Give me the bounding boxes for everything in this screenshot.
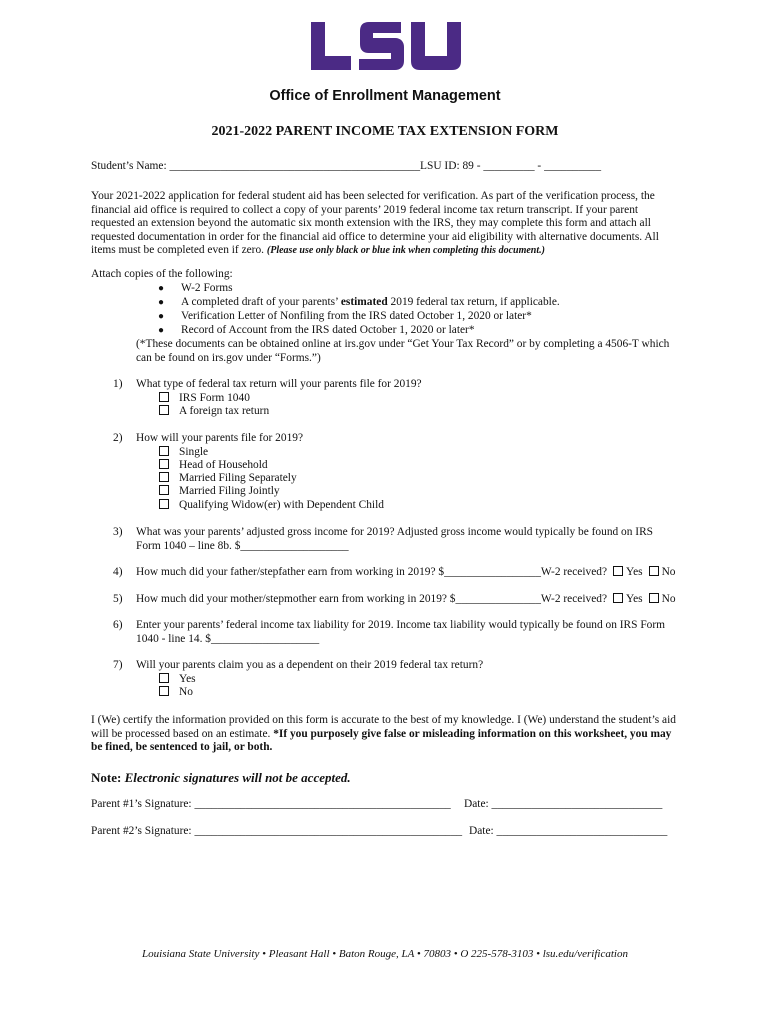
page-footer: Louisiana State University • Pleasant Hall • Baton Rouge, LA • 70803 • O 225-578-3103 • lsu.edu/verification [142,948,628,960]
penalty-warning: *If you purposely give false or misleading information on this worksheet, you may be fined, be sentenced to jail, or both. [91,727,672,754]
signature-note: Note: Electronic signatures will not be accepted. [91,770,351,785]
checkbox[interactable] [159,485,169,495]
checkbox[interactable] [159,686,169,696]
checkbox[interactable] [649,566,659,576]
q1-text: What type of federal tax return will your parents file for 2019? [136,378,422,390]
parent1-signature-field[interactable]: Parent #1’s Signature: _____________________________________________ [91,798,451,810]
checkbox[interactable] [613,566,623,576]
attach-item-w2: W-2 Forms [181,282,233,294]
q2-option-widow[interactable]: Qualifying Widow(er) with Dependent Child [159,499,384,513]
attach-item-draft: A completed draft of your parents’ estimated 2019 federal tax return, if applicable. [181,296,560,308]
q3-number: 3) [113,526,123,538]
q2-number: 2) [113,432,123,444]
q7-option-no[interactable]: No [159,686,193,700]
office-heading: Office of Enrollment Management [269,88,501,104]
certification-paragraph: I (We) certify the information provided on this form is accurate to the best of my knowledge. I (We) understand the student’s aid will be processed based on an estimate. *If you purposely give false or misleading information on this worksheet, you may be fined, be sentenced to jail, or both. [91,714,676,754]
bullet-icon: ● [158,297,165,308]
q2-option-joint[interactable]: Married Filing Jointly [159,485,280,499]
student-info-line[interactable]: Student’s Name: ____________________________________________LSU ID: 89 - _________ - __________ [91,160,602,172]
q5-number: 5) [113,593,123,605]
q1-option-foreign[interactable]: A foreign tax return [159,405,269,419]
intro-text: Your 2021-2022 application for federal student aid has been selected for verification. As part of the verification process, the financial aid office is required to collect a copy of your parents’ 2019 federal income tax return transcript. If your parent requested an extension beyond the automatic six month extension with the IRS, they may complete this form and attach all requested documentation in order for the financial aid office to determine your aid eligibility with alternative documents. All items must be completed even if zero. [91,190,659,257]
q2-option-single[interactable]: Single [159,446,208,460]
parent2-date-field[interactable]: Date: ______________________________ [469,825,668,837]
attach-footnote: (*These documents can be obtained online at irs.gov under “Get Your Tax Record” or by completing a 4506-T which can be found on irs.gov under “Forms.”) [136,338,670,364]
ink-note: (Please use only black or blue ink when completing this document.) [266,245,545,257]
q6-number: 6) [113,619,123,631]
attach-item-nonfiling: Verification Letter of Nonfiling from the IRS dated October 1, 2020 or later* [181,310,532,322]
lsu-logo [311,22,461,70]
estimated-emphasis: estimated [340,296,388,308]
checkbox[interactable] [159,499,169,509]
q7-number: 7) [113,659,123,671]
q7-text: Will your parents claim you as a dependent on their 2019 federal tax return? [136,659,484,671]
q2-text: How will your parents file for 2019? [136,432,304,444]
q6-text[interactable]: Enter your parents’ federal income tax liability for 2019. Income tax liability would typically be found on IRS Form 1040 - line 14. $___________________ [136,619,666,645]
checkbox[interactable] [159,472,169,482]
checkbox[interactable] [613,593,623,603]
bullet-icon: ● [158,311,165,322]
q5-line[interactable]: How much did your mother/stepmother earn from working in 2019? $_______________W-2 received? Yes No [136,593,676,605]
bullet-icon: ● [158,283,165,294]
attach-item-record: Record of Account from the IRS dated October 1, 2020 or later* [181,324,475,336]
checkbox[interactable] [159,446,169,456]
q7-option-yes[interactable]: Yes [159,673,196,687]
q4-number: 4) [113,566,123,578]
q3-text[interactable]: What was your parents’ adjusted gross income for 2019? Adjusted gross income would typically be found on IRS Form 1040 – line 8b. $___________________ [136,526,654,552]
intro-paragraph [91,190,681,258]
checkbox[interactable] [159,405,169,415]
parent1-date-field[interactable]: Date: ______________________________ [464,798,663,810]
q2-option-separate[interactable]: Married Filing Separately [159,472,297,486]
q2-option-head[interactable]: Head of Household [159,459,268,473]
checkbox[interactable] [159,673,169,683]
q1-number: 1) [113,378,123,390]
q4-line[interactable]: How much did your father/stepfather earn from working in 2019? $_________________W-2 received? Yes No [136,566,676,578]
checkbox[interactable] [159,459,169,469]
attach-heading: Attach copies of the following: [91,268,233,280]
q1-option-1040[interactable]: IRS Form 1040 [159,392,250,406]
checkbox[interactable] [649,593,659,603]
checkbox[interactable] [159,392,169,402]
parent2-signature-field[interactable]: Parent #2’s Signature: _______________________________________________ [91,825,463,837]
bullet-icon: ● [158,325,165,336]
form-title: 2021-2022 PARENT INCOME TAX EXTENSION FORM [211,124,559,139]
